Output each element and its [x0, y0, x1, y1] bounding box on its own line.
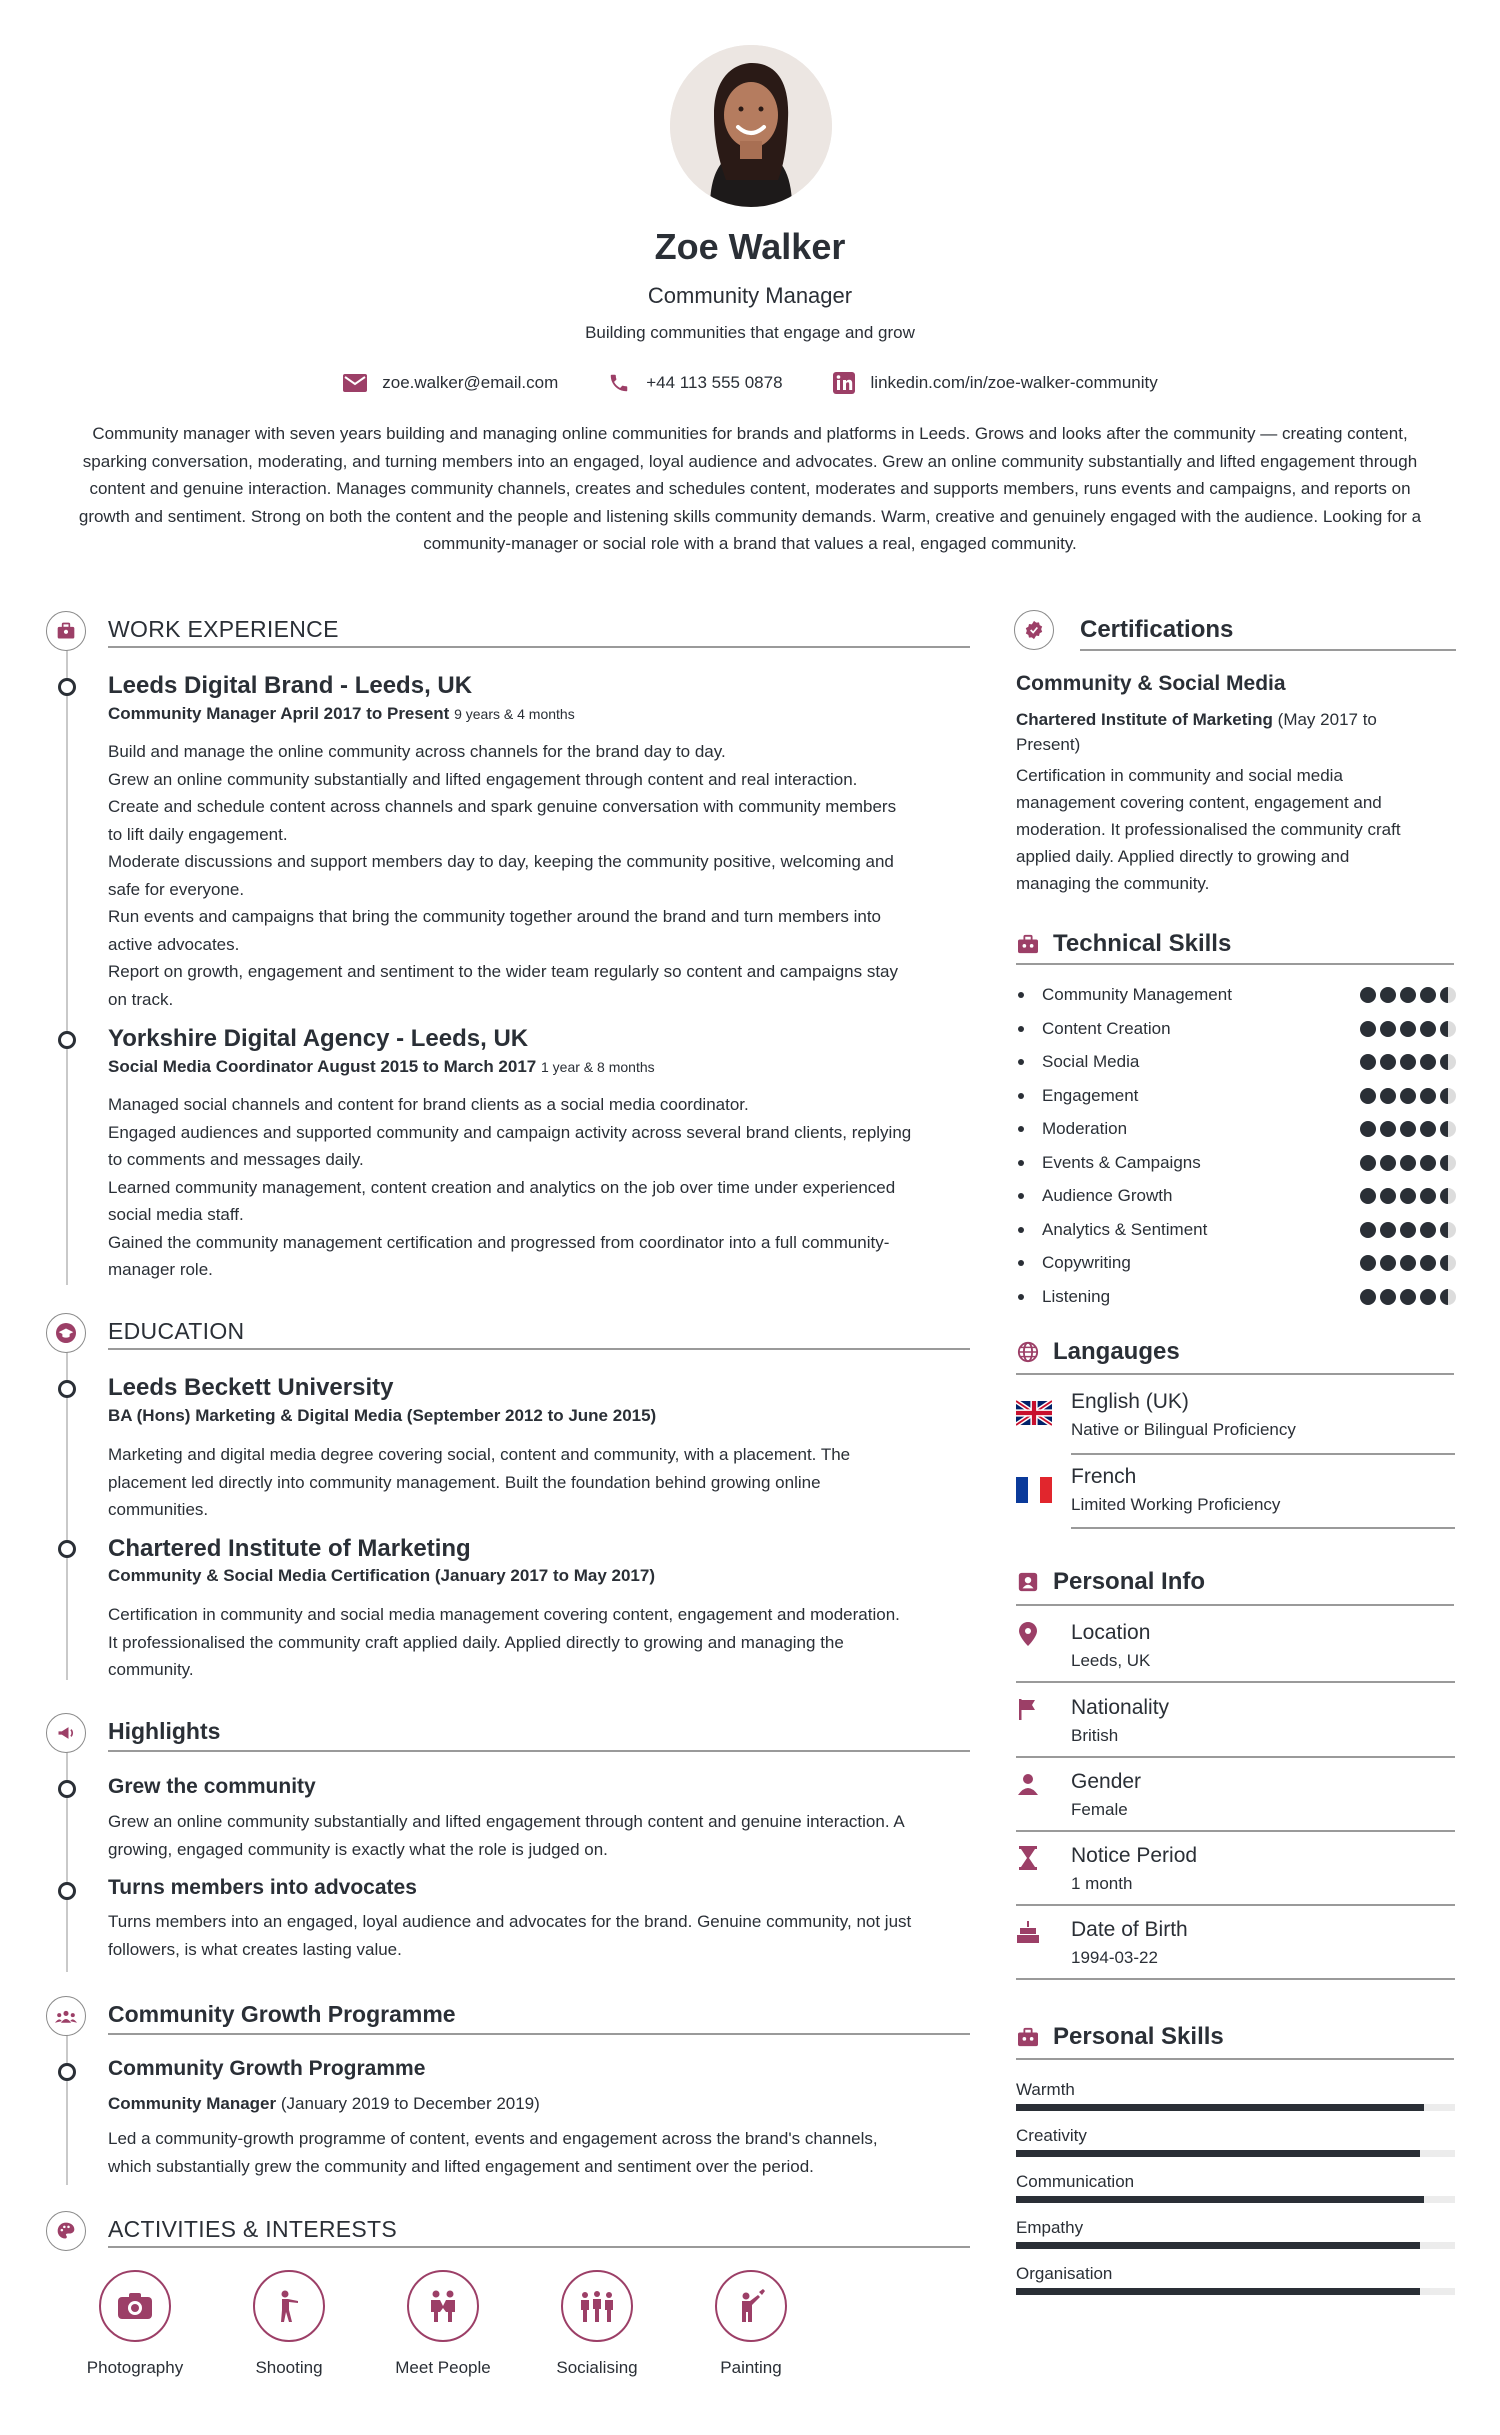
rating-dot	[1440, 1121, 1456, 1137]
highlight-line: Turns members into an engaged, loyal audience and advocates for the brand. Genuine community, not just	[108, 1912, 912, 1931]
skill-rating	[1360, 1021, 1456, 1037]
programme-line: Led a community-growth programme of content, events and engagement across the brand's channels,	[108, 2129, 878, 2148]
technical-skill-row	[1018, 1184, 1456, 1208]
personal-info-rule	[1016, 1681, 1455, 1683]
rating-dot	[1420, 1255, 1436, 1271]
skill-rating	[1360, 1289, 1456, 1305]
activity-label: Socialising	[556, 2358, 638, 2377]
highlight-line: followers, is what creates lasting value.	[108, 1939, 402, 1959]
certification-issuer	[1016, 707, 1456, 757]
rating-dot	[1420, 1121, 1436, 1137]
job-line: on track.	[108, 989, 174, 1009]
painting-icon	[715, 2270, 787, 2342]
highlight-heading: Turns members into advocates	[108, 1876, 417, 1899]
email-icon	[342, 370, 368, 396]
rating-dot	[1420, 1021, 1436, 1037]
meet-people-icon	[407, 2270, 479, 2342]
certification-name: Community & Social Media	[1016, 672, 1286, 695]
certification-line: applied daily. Applied directly to growing and	[1016, 847, 1350, 866]
technical-skill-row	[1018, 1151, 1456, 1175]
certificate-badge-icon	[1014, 610, 1054, 650]
technical-skill-name: Moderation	[1042, 1119, 1128, 1138]
education-line: placement led directly into community management. Built the foundation behind growing online	[108, 1472, 821, 1492]
personal-skill-bar-fill	[1016, 2242, 1420, 2249]
section-rule	[1016, 1373, 1454, 1375]
rating-dot	[1380, 987, 1396, 1003]
section-title-activities: ACTIVITIES & INTERESTS	[108, 2216, 398, 2242]
personal-info-rule	[1016, 1830, 1455, 1832]
rating-dot	[1440, 1188, 1456, 1204]
rating-dot	[1400, 1188, 1416, 1204]
job-position-text: Community Manager April 2017 to Present	[108, 704, 450, 723]
technical-skill-name: Copywriting	[1042, 1253, 1131, 1272]
job-line: Run events and campaigns that bring the community together around the brand and turn members into	[108, 907, 882, 926]
programme-description	[108, 2125, 970, 2180]
personal-info-rule	[1016, 1978, 1455, 1980]
skill-rating	[1360, 1222, 1456, 1238]
highlight-description	[108, 1808, 970, 1863]
certification-dates-end: Present)	[1016, 735, 1081, 754]
technical-skill-row	[1018, 1117, 1456, 1141]
technical-skill-row	[1018, 1084, 1456, 1108]
section-rule	[1016, 963, 1454, 965]
section-rule	[1016, 1604, 1454, 1606]
job-position-text: Social Media Coordinator August 2015 to March 2017	[108, 1057, 537, 1076]
rating-dot	[1420, 1155, 1436, 1171]
education-line: It professionalised the community craft applied daily. Applied directly to growing and managing the	[108, 1632, 844, 1652]
programme-heading: Community Growth Programme	[108, 2057, 426, 2080]
job-line: Engaged audiences and supported community and campaign activity across several brand clients, replying	[108, 1122, 912, 1142]
language-level: Limited Working Proficiency	[1071, 1495, 1281, 1514]
rating-dot	[1400, 1255, 1416, 1271]
rating-dot	[1360, 1121, 1376, 1137]
rating-dot	[1400, 1088, 1416, 1104]
section-title-personal-skills: Personal Skills	[1053, 2023, 1224, 2050]
briefcase-icon	[46, 611, 86, 651]
skill-rating	[1360, 1088, 1456, 1104]
technical-skill-name: Social Media	[1042, 1052, 1140, 1071]
personal-info-value: 1 month	[1071, 1874, 1133, 1893]
activity-item	[674, 2270, 828, 2378]
certification-issuer-name: Chartered Institute of Marketing	[1016, 710, 1273, 729]
megaphone-icon	[46, 1713, 86, 1753]
highlight-description	[108, 1908, 970, 1963]
personal-skill-name: Empathy	[1016, 2218, 1084, 2237]
personal-info-label: Gender	[1071, 1770, 1142, 1793]
rating-dot	[1420, 987, 1436, 1003]
technical-skill-row	[1018, 1218, 1456, 1242]
technical-skill-name: Community Management	[1042, 985, 1232, 1004]
phone-icon	[606, 370, 632, 396]
rating-dot	[1360, 1289, 1376, 1305]
education-line: Marketing and digital media degree covering social, content and community, with a placement. The	[108, 1445, 851, 1464]
briefcase-icon	[1016, 2025, 1040, 2049]
rating-dot	[1420, 1222, 1436, 1238]
job-line: Managed social channels and content for brand clients as a social media coordinator.	[108, 1095, 749, 1114]
section-title-highlights: Highlights	[108, 1718, 221, 1744]
technical-skill-name: Engagement	[1042, 1085, 1139, 1105]
personal-skill-name: Communication	[1016, 2172, 1135, 2191]
contact-bar	[0, 370, 1500, 396]
profile-summary: Community manager with seven years building and managing online communities for brands and platforms in Leeds. Grows and looks after the community — creating content, sparking conversation, moderating, and turning members into an engaged, loyal audience and advocates. Grew an online community substantially and lifted engagement through content and genuine interaction. Manages community channels, creates and schedules content, moderates and supports members, runs events and campaigns, and reports on growth and sentiment. Strong on both the content and the people and listening skills community demands. Warm, creative and genuinely engaged with the audience. Looking for a community-manager or social role with a brand that values a real, engaged community.	[78, 424, 1422, 553]
personal-skill-name: Warmth	[1016, 2080, 1075, 2099]
timeline-dot	[58, 1780, 76, 1798]
profile-photo	[670, 45, 832, 207]
contact-phone[interactable]	[606, 370, 782, 396]
shooting-icon	[253, 2270, 325, 2342]
rating-dot	[1420, 1054, 1436, 1070]
rating-dot	[1380, 1289, 1396, 1305]
activities-list	[58, 2270, 828, 2378]
job-line: to comments and messages daily.	[108, 1150, 364, 1169]
highlight-heading: Grew the community	[108, 1775, 316, 1798]
job-line: Gained the community management certification and progressed from coordinator into a full community-	[108, 1232, 890, 1252]
job-line: Create and schedule content across channels and spark genuine conversation with community members	[108, 797, 897, 816]
rating-dot	[1400, 1121, 1416, 1137]
bullet	[1018, 1193, 1024, 1199]
job-line: safe for everyone.	[108, 879, 245, 899]
rating-dot	[1380, 1222, 1396, 1238]
job-duration: 1 year & 8 months	[541, 1059, 655, 1075]
education-line: Certification in community and social media management covering content, engagement and moderation.	[108, 1605, 900, 1624]
email-text: zoe.walker@email.com	[382, 373, 559, 392]
personal-skill-bar-fill	[1016, 2196, 1424, 2203]
job-duration: 9 years & 4 months	[454, 706, 575, 722]
personal-info-value: British	[1071, 1726, 1119, 1745]
briefcase-icon	[1016, 932, 1040, 956]
job-position	[108, 704, 575, 724]
linkedin-icon	[831, 370, 857, 396]
rating-dot	[1400, 1054, 1416, 1070]
personal-skill-bar-fill	[1016, 2150, 1420, 2157]
section-title-programme: Community Growth Programme	[108, 2001, 456, 2027]
uk-flag-icon	[1016, 1400, 1052, 1426]
personal-info-value: Female	[1071, 1800, 1128, 1819]
graduation-cap-icon	[46, 1313, 86, 1353]
rating-dot	[1440, 1088, 1456, 1104]
personal-info-rule	[1016, 1904, 1455, 1906]
rating-dot	[1440, 1289, 1456, 1305]
programme-line: which substantially grew the community and lifted engagement and sentiment over the period.	[108, 2156, 814, 2176]
personal-info-value: 1994-03-22	[1071, 1948, 1158, 1967]
skill-rating	[1360, 1155, 1456, 1171]
certification-line: Certification in community and social media	[1016, 766, 1343, 785]
section-rule	[108, 2033, 970, 2035]
job-company: Yorkshire Digital Agency - Leeds, UK	[108, 1025, 529, 1052]
certification-line: managing the community.	[1016, 874, 1210, 893]
candidate-tagline: Building communities that engage and grow	[585, 323, 915, 342]
rating-dot	[1400, 1289, 1416, 1305]
personal-info-label: Notice Period	[1071, 1844, 1198, 1867]
location-pin-icon	[1016, 1622, 1040, 1646]
language-rule	[1071, 1527, 1455, 1529]
language-name: French	[1071, 1465, 1137, 1488]
bullet	[1018, 992, 1024, 998]
rating-dot	[1400, 1155, 1416, 1171]
job-line: manager role.	[108, 1260, 213, 1279]
rating-dot	[1420, 1188, 1436, 1204]
rating-dot	[1400, 1222, 1416, 1238]
personal-info-label: Location	[1071, 1621, 1151, 1644]
timeline-programme	[66, 2035, 68, 2185]
timeline-dot	[58, 678, 76, 696]
section-rule	[108, 1348, 970, 1350]
bullet	[1018, 1294, 1024, 1300]
personal-skill-bar	[1016, 2242, 1455, 2249]
skill-rating	[1360, 1255, 1456, 1271]
job-line: to lift daily engagement.	[108, 824, 288, 844]
education-school: Leeds Beckett University	[108, 1374, 394, 1401]
section-title-technical-skills: Technical Skills	[1053, 930, 1232, 957]
timeline-dot	[58, 1031, 76, 1049]
rating-dot	[1360, 1255, 1376, 1271]
rating-dot	[1360, 987, 1376, 1003]
candidate-role: Community Manager	[647, 283, 853, 308]
person-icon	[1016, 1772, 1040, 1796]
technical-skill-name: Listening	[1042, 1286, 1111, 1306]
education-line: community.	[108, 1660, 194, 1679]
section-title-personal-info: Personal Info	[1053, 1568, 1206, 1595]
rating-dot	[1420, 1289, 1436, 1305]
job-position	[108, 1057, 655, 1077]
education-degree: Community & Social Media Certification (January 2017 to May 2017)	[108, 1566, 655, 1585]
rating-dot	[1360, 1054, 1376, 1070]
job-line: social media staff.	[108, 1205, 244, 1224]
section-rule	[108, 646, 970, 648]
certification-line: management covering content, engagement and	[1016, 793, 1382, 812]
timeline-dot	[58, 1380, 76, 1398]
technical-skill-row	[1018, 983, 1456, 1007]
rating-dot	[1440, 1255, 1456, 1271]
section-title-certifications: Certifications	[1080, 616, 1234, 643]
education-school: Chartered Institute of Marketing	[108, 1535, 471, 1562]
job-line: Build and manage the online community across channels for the brand day to day.	[108, 742, 726, 761]
section-rule	[108, 1750, 970, 1752]
activity-label: Shooting	[255, 2358, 323, 2377]
section-rule	[108, 2246, 970, 2248]
skill-rating	[1360, 1121, 1456, 1137]
technical-skill-row	[1018, 1050, 1456, 1074]
personal-skill-bar	[1016, 2150, 1455, 2157]
candidate-name: Zoe Walker	[654, 226, 846, 267]
highlight-line: Grew an online community substantially and lifted engagement through content and genuine interaction. A	[108, 1812, 905, 1831]
bullet	[1018, 1160, 1024, 1166]
contact-email[interactable]	[342, 370, 558, 396]
cake-icon	[1016, 1920, 1040, 1944]
personal-skill-bar	[1016, 2196, 1455, 2203]
rating-dot	[1440, 1155, 1456, 1171]
bullet	[1018, 1093, 1024, 1099]
certification-line: moderation. It professionalised the community craft	[1016, 820, 1401, 839]
timeline-education	[66, 1350, 68, 1680]
technical-skill-name: Events & Campaigns	[1042, 1152, 1201, 1172]
timeline-dot	[58, 1540, 76, 1558]
contact-linkedin[interactable]	[831, 370, 1158, 396]
section-rule	[1016, 2058, 1454, 2060]
id-card-icon	[1016, 1570, 1040, 1594]
technical-skill-name: Content Creation	[1042, 1018, 1171, 1038]
rating-dot	[1380, 1021, 1396, 1037]
certification-dates-start: (May 2017 to	[1277, 710, 1377, 729]
france-flag-icon	[1016, 1477, 1052, 1503]
personal-info-label: Date of Birth	[1071, 1918, 1188, 1941]
rating-dot	[1440, 1021, 1456, 1037]
highlight-line: growing, engaged community is exactly what the role is judged on.	[108, 1839, 608, 1859]
socialising-icon	[561, 2270, 633, 2342]
rating-dot	[1420, 1088, 1436, 1104]
certification-issuer-line-1	[1016, 707, 1456, 732]
technical-skill-name: Audience Growth	[1042, 1186, 1173, 1205]
education-degree: BA (Hons) Marketing & Digital Media (September 2012 to June 2015)	[108, 1406, 657, 1425]
rating-dot	[1360, 1188, 1376, 1204]
personal-info-label: Nationality	[1071, 1696, 1170, 1719]
timeline-dot	[58, 2063, 76, 2081]
personal-info-rule	[1016, 1756, 1455, 1758]
language-name: English (UK)	[1071, 1390, 1189, 1413]
job-company: Leeds Digital Brand - Leeds, UK	[108, 672, 473, 699]
rating-dot	[1360, 1155, 1376, 1171]
bullet	[1018, 1227, 1024, 1233]
activity-item	[366, 2270, 520, 2378]
bullet	[1018, 1126, 1024, 1132]
activity-item	[212, 2270, 366, 2378]
skill-rating	[1360, 987, 1456, 1003]
certification-description	[1016, 762, 1456, 897]
section-title-work: WORK EXPERIENCE	[108, 616, 339, 642]
camera-icon	[99, 2270, 171, 2342]
rating-dot	[1380, 1054, 1396, 1070]
job-line: Moderate discussions and support members day to day, keeping the community positive, welcoming and	[108, 852, 894, 871]
flag-icon	[1016, 1697, 1040, 1721]
rating-dot	[1360, 1222, 1376, 1238]
skill-rating	[1360, 1188, 1456, 1204]
group-icon	[46, 1996, 86, 2036]
section-title-education: EDUCATION	[108, 1318, 245, 1344]
activity-label: Painting	[720, 2358, 782, 2377]
rating-dot	[1360, 1021, 1376, 1037]
job-line: Report on growth, engagement and sentiment to the wider team regularly so content and campaigns stay	[108, 962, 899, 981]
hourglass-icon	[1016, 1846, 1040, 1870]
programme-role	[108, 2094, 540, 2114]
job-line: active advocates.	[108, 934, 240, 954]
rating-dot	[1380, 1121, 1396, 1137]
programme-role-title: Community Manager	[108, 2094, 277, 2113]
education-description	[108, 1601, 970, 1684]
rating-dot	[1400, 987, 1416, 1003]
activity-label: Photography	[86, 2358, 184, 2377]
rating-dot	[1400, 1021, 1416, 1037]
palette-icon	[46, 2211, 86, 2251]
section-title-languages: Langauges	[1053, 1338, 1180, 1365]
job-line: Grew an online community substantially and lifted engagement through content and real interaction.	[108, 769, 858, 789]
phone-text: +44 113 555 0878	[646, 373, 783, 392]
rating-dot	[1380, 1255, 1396, 1271]
activity-item	[520, 2270, 674, 2378]
job-line: Learned community management, content creation and analytics on the job over time under experienced	[108, 1177, 896, 1197]
linkedin-text: linkedin.com/in/zoe-walker-community	[870, 373, 1158, 392]
education-line: communities.	[108, 1500, 209, 1519]
globe-icon	[1016, 1340, 1040, 1364]
bullet	[1018, 1026, 1024, 1032]
section-rule	[1080, 649, 1456, 651]
timeline-dot	[58, 1882, 76, 1900]
rating-dot	[1380, 1155, 1396, 1171]
technical-skill-row	[1018, 1285, 1456, 1309]
technical-skill-name: Analytics & Sentiment	[1042, 1219, 1208, 1239]
programme-role-dates: (January 2019 to December 2019)	[280, 2094, 540, 2113]
personal-skill-name: Creativity	[1016, 2126, 1087, 2145]
rating-dot	[1440, 1222, 1456, 1238]
language-rule	[1071, 1453, 1455, 1455]
timeline-work	[66, 650, 68, 1285]
technical-skill-row	[1018, 1017, 1456, 1041]
rating-dot	[1380, 1088, 1396, 1104]
rating-dot	[1440, 987, 1456, 1003]
personal-skill-bar	[1016, 2288, 1455, 2295]
language-level: Native or Bilingual Proficiency	[1071, 1420, 1296, 1439]
personal-skill-bar	[1016, 2104, 1455, 2111]
personal-skill-bar-fill	[1016, 2288, 1420, 2295]
technical-skill-row	[1018, 1251, 1456, 1275]
personal-skill-bar-fill	[1016, 2104, 1424, 2111]
job-description	[108, 738, 970, 1013]
activity-label: Meet People	[395, 2358, 491, 2377]
skill-rating	[1360, 1054, 1456, 1070]
bullet	[1018, 1260, 1024, 1266]
rating-dot	[1380, 1188, 1396, 1204]
personal-info-value: Leeds, UK	[1071, 1651, 1151, 1670]
activity-item	[58, 2270, 212, 2378]
bullet	[1018, 1059, 1024, 1065]
rating-dot	[1360, 1088, 1376, 1104]
job-description	[108, 1091, 970, 1284]
rating-dot	[1440, 1054, 1456, 1070]
personal-skill-name: Organisation	[1016, 2264, 1113, 2283]
education-description	[108, 1441, 970, 1524]
